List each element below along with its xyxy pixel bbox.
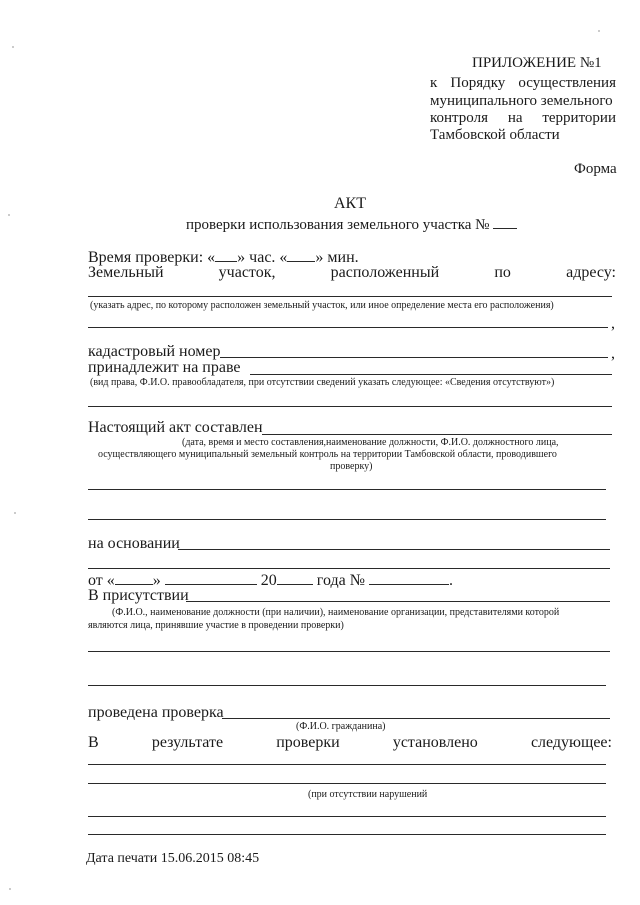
presence-field[interactable]: [186, 601, 610, 602]
right-field[interactable]: [250, 374, 612, 375]
month-field[interactable]: [165, 570, 257, 585]
scan-speck: [598, 30, 600, 32]
compiled-hint-1: (дата, время и место составления,наименование должности, Ф.И.О. должностного лица,: [182, 437, 559, 448]
compiled-field-2[interactable]: [88, 489, 606, 490]
header-word: к: [430, 75, 438, 91]
right-hint: (вид права, Ф.И.О. правообладателя, при отсутствии сведений указать следующее: «Сведения отсутствуют»): [90, 377, 555, 388]
time-label: Время проверки: «: [88, 249, 216, 266]
address-hint: (указать адрес, по которому расположен земельный участок, или иное определение места его расположения): [90, 300, 554, 311]
scan-speck: [8, 214, 10, 216]
conducted-field[interactable]: [222, 718, 610, 719]
cadastral-label: кадастровый номер: [88, 343, 221, 360]
scan-speck: [14, 512, 16, 514]
cadastral-number-field[interactable]: [220, 357, 608, 358]
appendix-title: ПРИЛОЖЕНИЕ №1: [472, 55, 602, 71]
header-line-2: муниципального земельного: [430, 93, 613, 109]
scan-speck: [9, 888, 11, 890]
hours-suffix: » час. «: [237, 249, 288, 266]
result-word: проверки: [276, 734, 340, 751]
header-word: территории: [542, 110, 616, 126]
address-field-2[interactable]: [88, 327, 608, 328]
presence-field-3[interactable]: [88, 685, 606, 686]
year-suffix: года №: [316, 572, 365, 589]
plot-word: участок,: [218, 264, 276, 281]
presence-hint-2: являются лица, принявшие участие в проведении проверки): [88, 620, 344, 631]
year-field[interactable]: [277, 570, 313, 585]
header-line-1: [430, 76, 616, 91]
from-label: от «: [88, 572, 115, 589]
no-violations-hint: (при отсутствии нарушений: [308, 789, 428, 800]
plot-word: адресу:: [566, 264, 616, 281]
year-prefix: 20: [260, 572, 277, 589]
order-period: .: [449, 572, 453, 589]
right-field-2[interactable]: [88, 406, 612, 407]
day-field[interactable]: [115, 570, 153, 585]
conducted-label: проведена проверка: [88, 704, 224, 721]
result-line: [88, 735, 612, 751]
compiled-field[interactable]: [262, 434, 612, 435]
address-field[interactable]: [88, 296, 612, 297]
result-field-3[interactable]: [88, 816, 606, 817]
plot-word: по: [494, 264, 511, 281]
compiled-label: Настоящий акт составлен: [88, 419, 263, 436]
minutes-suffix: » мин.: [315, 249, 359, 266]
compiled-field-3[interactable]: [88, 519, 606, 520]
result-field-4[interactable]: [88, 834, 606, 835]
presence-field-2[interactable]: [88, 651, 610, 652]
header-line-3: [430, 111, 616, 126]
plot-word: расположенный: [330, 264, 440, 281]
basis-field[interactable]: [178, 549, 610, 550]
result-word: результате: [151, 734, 224, 751]
result-field-1[interactable]: [88, 764, 606, 765]
result-word: следующее:: [530, 734, 612, 751]
print-date: Дата печати 15.06.2015 08:45: [86, 851, 260, 866]
header-word: Порядку: [450, 75, 506, 91]
act-title: АКТ: [334, 195, 366, 212]
act-number-field[interactable]: [493, 214, 517, 229]
result-word: установлено: [392, 734, 478, 751]
cadastral-comma: ,: [611, 345, 615, 362]
header-word: на: [507, 110, 523, 126]
plot-word: Земельный: [88, 264, 164, 281]
close-quote: »: [152, 572, 161, 589]
presence-hint-1: (Ф.И.О., наименование должности (при наличии), наименование организации, представителями которой: [112, 607, 560, 618]
basis-label: на основании: [88, 535, 180, 552]
hours-field[interactable]: [215, 247, 237, 262]
act-subtitle: [186, 214, 517, 233]
citizen-hint: (Ф.И.О. гражданина): [296, 721, 386, 732]
act-subtitle-text: проверки использования земельного участка №: [186, 217, 490, 233]
result-word: В: [88, 734, 99, 751]
header-line-4: Тамбовской области: [430, 127, 560, 143]
header-word: контроля: [430, 110, 488, 126]
address-comma: ,: [611, 315, 615, 332]
scan-speck: [12, 46, 14, 48]
header-word: осуществления: [518, 75, 616, 91]
order-number-field[interactable]: [369, 570, 449, 585]
right-label: принадлежит на праве: [88, 359, 241, 376]
basis-field-2[interactable]: [88, 568, 610, 569]
presence-label: В присутствии: [88, 587, 189, 604]
form-label: Форма: [574, 161, 617, 177]
compiled-hint-2: осуществляющего муниципальный земельный контроль на территории Тамбовской области, проводившего: [98, 449, 557, 460]
compiled-hint-3: проверку): [330, 461, 373, 472]
minutes-field[interactable]: [287, 247, 315, 262]
land-plot-line: [88, 265, 616, 281]
result-field-2[interactable]: [88, 783, 606, 784]
